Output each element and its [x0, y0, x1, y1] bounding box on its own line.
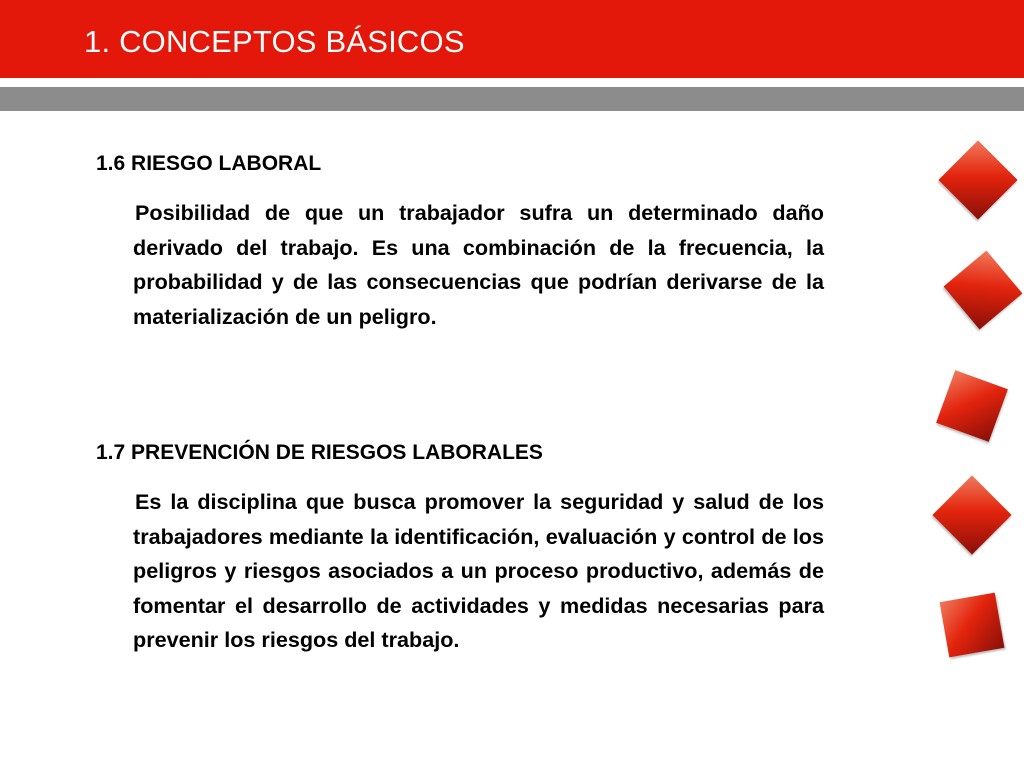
decorative-square-4 [932, 475, 1011, 554]
decorative-square-3 [936, 370, 1008, 442]
section-heading-prevencion: 1.7 PREVENCIÓN DE RIESGOS LABORALES [96, 441, 543, 464]
divider-band [0, 87, 1024, 111]
decorative-square-2 [944, 251, 1023, 330]
decorative-square-5 [940, 593, 1005, 658]
title-bar [0, 0, 1024, 78]
section-heading-riesgo-laboral: 1.6 RIESGO LABORAL [96, 152, 322, 175]
section-body-prevencion: Es la disciplina que busca promover la seguridad y salud de los trabajadores mediante la identificación, evaluación y control de los peligros y riesgos asociados a un proceso productivo, además de fomentar el desarrollo de actividades y medidas necesarias para prevenir los riesgos del trabajo. [133, 489, 824, 652]
slide-title: 1. CONCEPTOS BÁSICOS [84, 24, 465, 59]
section-body-riesgo-laboral: Posibilidad de que un trabajador sufra un determinado daño derivado del trabajo. Es una combinación de la frecuencia, la probabilidad y de las consecuencias que podrían derivarse de la materialización de un peligro. [133, 200, 824, 329]
decorative-square-1 [938, 140, 1017, 219]
